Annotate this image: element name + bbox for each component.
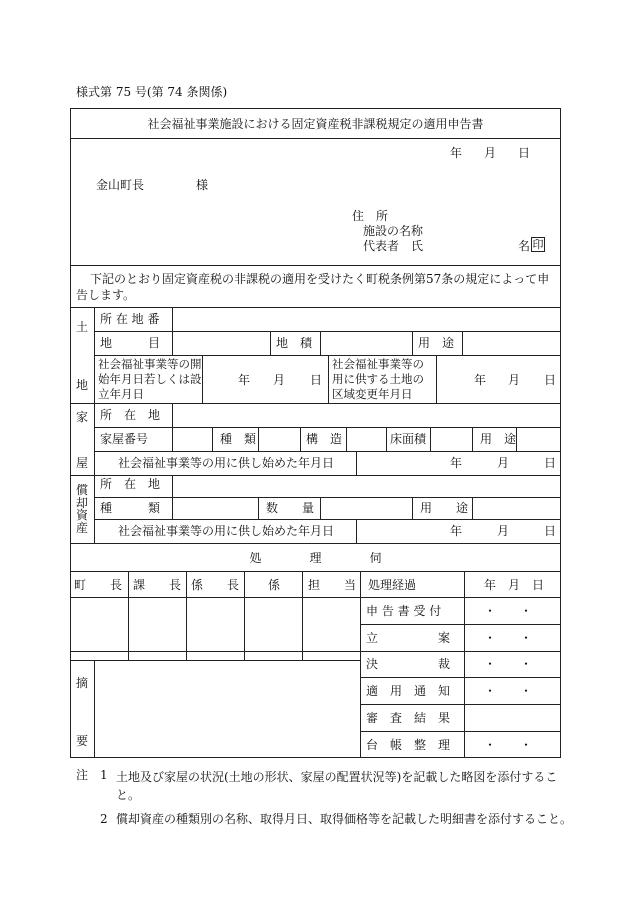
depreciable-start-year: 年 <box>450 524 463 538</box>
progress-date-header: 年 月 日 <box>484 578 545 592</box>
land-start-month: 月 <box>273 373 286 387</box>
form-title: 社会福祉事業施設における固定資産税非課税規定の適用申告書 <box>147 117 484 131</box>
land-change-day: 日 <box>544 373 557 387</box>
step-label-5: 審 査 結 果 <box>366 711 451 725</box>
step-label-6: 台 帳 整 理 <box>366 738 451 752</box>
date-day-label: 日 <box>518 146 531 160</box>
land-start-year: 年 <box>238 373 251 387</box>
date-month-label: 月 <box>484 146 497 160</box>
land-change-month: 月 <box>508 373 521 387</box>
land-section-label-bottom: 地 <box>76 378 89 392</box>
depreciable-start-label: 社会福祉事業等の用に供し始めた年月日 <box>118 524 335 538</box>
depreciable-quantity-label: 数 量 <box>266 501 315 515</box>
statement-text: 下記のとおり固定資産税の非課税の適用を受けたく町税条例第57条の規定によって申告します。 <box>76 272 550 302</box>
house-start-label: 社会福祉事業等の用に供し始めた年月日 <box>118 456 335 470</box>
seal-mark: 印 <box>532 238 544 251</box>
note-num-2: 2 <box>100 812 108 826</box>
depreciable-start-day: 日 <box>544 524 557 538</box>
applicant-rep-label: 代表者 氏 <box>363 239 424 253</box>
applicant-facility-label: 施設の名称 <box>363 224 424 238</box>
applicant-name-suffix: 名 <box>518 239 531 253</box>
step-label-3: 決 裁 <box>366 657 451 671</box>
remarks-label-top: 摘 <box>76 676 89 690</box>
note-text-1: 土地及び家屋の状況(土地の形状、家屋の配置状況等)を記載した略図を添付すること。 <box>116 770 558 802</box>
column-chief-town: 町 長 <box>74 578 123 592</box>
date-year-label: 年 <box>450 146 463 160</box>
land-use-label: 用 途 <box>418 336 455 350</box>
depreciable-start-month: 月 <box>497 524 510 538</box>
depreciable-kind-label: 種 類 <box>100 501 161 515</box>
house-structure-label: 構 造 <box>306 432 343 446</box>
note-num-1: 1 <box>100 768 108 782</box>
column-section-chief: 課 長 <box>133 578 182 592</box>
house-start-year: 年 <box>450 456 463 470</box>
addressee-honorific: 様 <box>196 178 209 192</box>
step-date-6: ・ ・ <box>484 738 533 752</box>
depreciable-use-label: 用 途 <box>420 501 469 515</box>
land-start-date-label: 社会福祉事業等の開始年月日若しくは設立年月日 <box>98 357 202 401</box>
step-date-2: ・ ・ <box>484 631 533 645</box>
column-unit-chief: 係 長 <box>191 578 240 592</box>
remarks-label-bottom: 要 <box>76 734 89 748</box>
land-change-year: 年 <box>474 373 487 387</box>
land-change-date-label: 社会福祉事業等の用に供する土地の区域変更年月日 <box>332 357 424 401</box>
house-start-day: 日 <box>544 456 557 470</box>
form-number: 様式第 75 号(第 74 条関係) <box>76 85 228 99</box>
step-date-1: ・ ・ <box>484 604 533 618</box>
land-location-label: 所 在 地 番 <box>100 312 160 326</box>
house-section-label-bottom: 屋 <box>76 456 89 470</box>
progress-header: 処理経過 <box>368 578 417 592</box>
house-start-month: 月 <box>497 456 510 470</box>
land-category-label: 地 目 <box>100 336 161 350</box>
land-section-label-top: 土 <box>76 320 89 334</box>
step-date-3: ・ ・ <box>484 657 533 671</box>
house-floor-area-label: 床面積 <box>390 432 427 446</box>
column-staff: 係 <box>268 578 281 592</box>
applicant-address-label: 住 所 <box>352 209 389 223</box>
house-location-label: 所 在 地 <box>100 408 161 422</box>
land-area-label: 地 積 <box>276 336 313 350</box>
column-person-in-charge: 担 当 <box>308 578 357 592</box>
land-start-day: 日 <box>310 373 323 387</box>
addressee-name: 金山町長 <box>96 178 145 192</box>
depreciable-section-label: 償却資産 <box>76 483 89 535</box>
processing-header: 処 理 伺 <box>249 551 382 565</box>
step-label-2: 立 案 <box>366 631 451 645</box>
house-number-label: 家屋番号 <box>100 432 149 446</box>
notes-prefix: 注 <box>76 768 89 782</box>
depreciable-location-label: 所 在 地 <box>100 477 161 491</box>
step-label-1: 申 告 書 受 付 <box>366 604 442 618</box>
step-label-4: 適 用 通 知 <box>366 684 451 698</box>
step-date-4: ・ ・ <box>484 684 533 698</box>
note-text-2: 償却資産の種類別の名称、取得月日、取得価格等を記載した明細書を添付すること。 <box>116 812 573 826</box>
house-section-label-top: 家 <box>76 410 89 424</box>
house-kind-label: 種 類 <box>220 432 257 446</box>
house-use-label: 用 途 <box>480 432 517 446</box>
